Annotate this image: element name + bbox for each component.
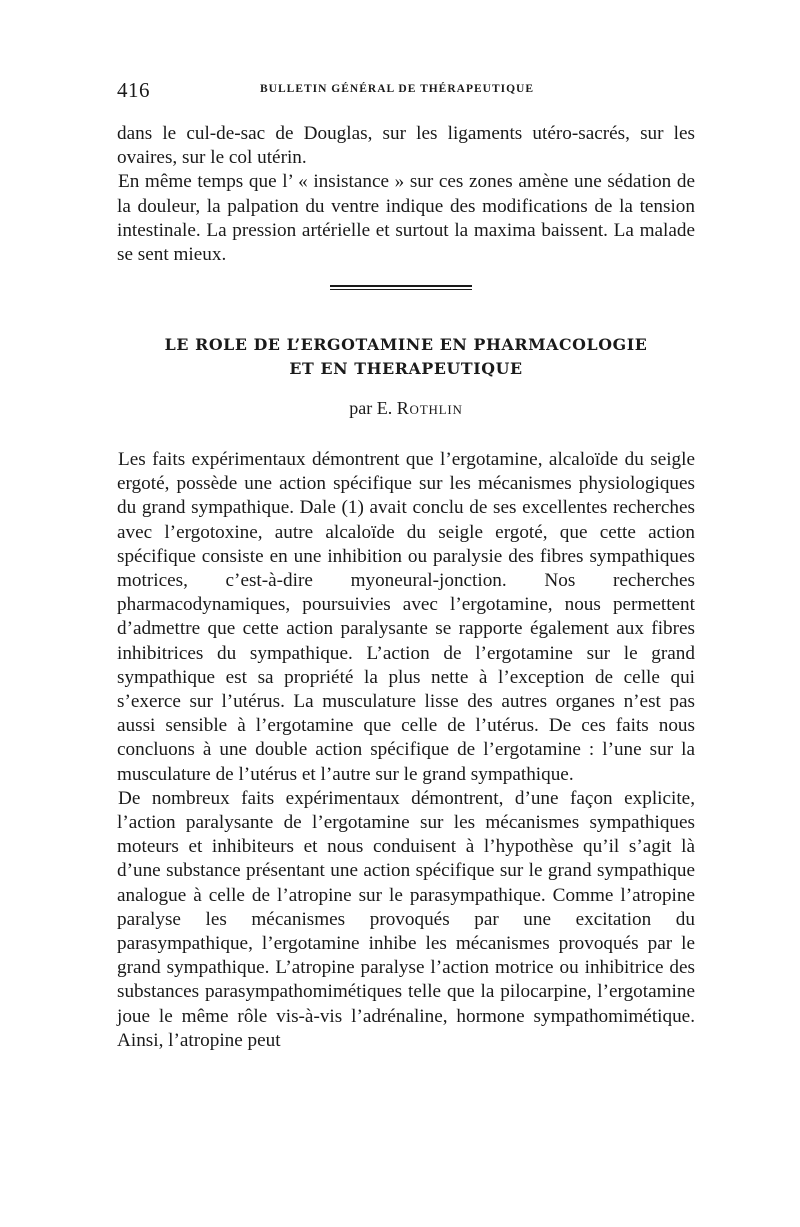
article-title (117, 333, 695, 380)
byline-author: Rothlin (396, 398, 463, 418)
intro-text (117, 122, 695, 267)
article-title-line-2: ET EN THERAPEUTIQUE (289, 358, 523, 378)
running-head (117, 78, 695, 102)
divider-thick-rule (330, 285, 472, 287)
intro-paragraph: En même temps que l’ « insistance » sur ces zones amène une sédation de la douleur, la palpation du ventre indique des modifications de la tension intestinale. La pression artérielle et surtout la maxima baissent. La malade se sent mieux. (117, 171, 695, 266)
article-paragraph-2: De nombreux faits expérimentaux démontrent, d’une façon explicite, l’action paralysante de l’ergotamine sur les mécanismes sympathiques moteurs et inhibiteurs et nous conduisent à l’hypothèse qu’il s’agit là d’une substance présentant une action spécifique sur le grand sympathique analogue à celle de l’atropine sur le parasympathique. Comme l’atropine paralyse les mécanismes provoqués par une excitation du parasympathique, l’ergotamine inhibe les mécanismes provoqués par le grand sympathique. L’atropine paralyse l’action motrice ou inhibitrice des substances parasympathomimétiques telle que la pilocarpine, l’ergotamine joue le même rôle vis-à-vis l’adrénaline, hormone sympathomimétique. Ainsi, l’atropine peut (117, 787, 695, 1051)
article-byline (117, 398, 695, 419)
article-body (117, 448, 695, 1053)
article-paragraph-1: Les faits expérimentaux démontrent que l’ergotamine, alcaloïde du seigle ergoté, possède une action spécifique sur les mécanismes physiologiques du grand sympathique. Dale (1) avait conclu de ses excellentes recherches avec l’ergotoxine, autre alcaloïde du seigle ergoté, que cette action spécifique consiste en une inhibition ou paralysie des fibres sympathiques motrices, c’est-à-dire myoneural-jonction. Nos recherches pharmacodynamiques, poursuivies avec l’ergotamine, nous permettent d’admettre que cette action paralysante se rapporte également aux fibres inhibitrices du sympathique. L’action de l’ergotamine sur le grand sympathique est sa propriété la plus nette à l’exception de celle qui s’exerce sur l’utérus. La musculature lisse des autres organes n’est pas aussi sensible à l’ergotamine que celle de l’utérus. De ces faits nous concluons à une double action spécifique de l’ergotamine : l’une sur la musculature de l’utérus et l’autre sur le grand sympathique. (117, 449, 695, 785)
byline-prefix: par E. (349, 398, 393, 418)
divider-thin-rule (330, 289, 472, 290)
intro-paragraph-continued: dans le cul-de-sac de Douglas, sur les ligaments utéro-sacrés, sur les ovaires, sur le col utérin. (117, 123, 695, 169)
article-title-line-1: LE ROLE DE L’ERGOTAMINE EN PHARMACOLOGIE (164, 335, 648, 354)
page-number: 416 (117, 78, 150, 102)
journal-title: BULLETIN GÉNÉRAL DE THÉRAPEUTIQUE (260, 83, 535, 95)
section-divider (330, 285, 472, 291)
